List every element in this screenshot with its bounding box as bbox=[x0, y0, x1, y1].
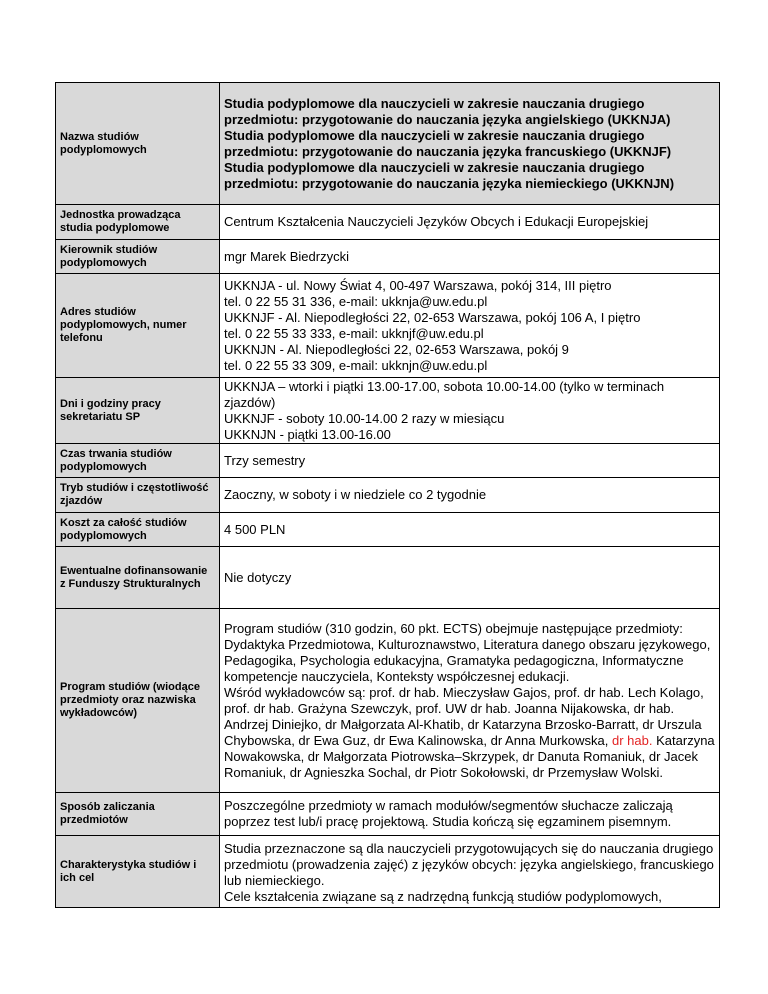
study-name-french: Studia podyplomowe dla nauczycieli w zakresie nauczania drugiego przedmiotu: przygotowanie do nauczania języka francuskiego (UKKNJF) bbox=[224, 127, 672, 159]
label-cost: Koszt za całość studiów podyplomowych bbox=[56, 513, 220, 547]
address-ukknjf-line2: tel. 0 22 55 33 333, e-mail: ukknjf@uw.edu.pl bbox=[224, 325, 484, 341]
value-address bbox=[220, 274, 720, 378]
row-head bbox=[56, 240, 720, 274]
value-funding: Nie dotyczy bbox=[220, 547, 720, 609]
label-unit: Jednostka prowadząca studia podyplomowe bbox=[56, 205, 220, 240]
value-duration: Trzy semestry bbox=[220, 444, 720, 478]
row-study-name bbox=[56, 83, 720, 205]
row-cost bbox=[56, 513, 720, 547]
hours-ukknja: UKKNJA – wtorki i piątki 13.00-17.00, sobota 10.00-14.00 (tylko w terminach zjazdów) bbox=[224, 378, 665, 410]
address-ukknjn-line2: tel. 0 22 55 33 309, e-mail: ukknjn@uw.edu.pl bbox=[224, 357, 488, 373]
value-program bbox=[220, 609, 720, 793]
value-head: mgr Marek Biedrzycki bbox=[220, 240, 720, 274]
lecturers-red-title: dr hab. bbox=[612, 732, 653, 748]
row-hours bbox=[56, 378, 720, 444]
address-ukknja-line1: UKKNJA - ul. Nowy Świat 4, 00-497 Warszawa, pokój 314, III piętro bbox=[224, 277, 612, 293]
label-study-name: Nazwa studiów podyplomowych bbox=[56, 83, 220, 205]
row-address bbox=[56, 274, 720, 378]
address-ukknja-line2: tel. 0 22 55 31 336, e-mail: ukknja@uw.edu.pl bbox=[224, 293, 488, 309]
address-ukknjf-line1: UKKNJF - Al. Niepodległości 22, 02-653 Warszawa, pokój 106 A, I piętro bbox=[224, 309, 641, 325]
label-duration: Czas trwania studiów podyplomowych bbox=[56, 444, 220, 478]
study-name-english: Studia podyplomowe dla nauczycieli w zakresie nauczania drugiego przedmiotu: przygotowanie do nauczania języka angielskiego (UKKNJA) bbox=[224, 95, 671, 127]
value-cost: 4 500 PLN bbox=[220, 513, 720, 547]
row-duration bbox=[56, 444, 720, 478]
row-purpose bbox=[56, 836, 720, 908]
row-funding bbox=[56, 547, 720, 609]
label-mode: Tryb studiów i częstotliwość zjazdów bbox=[56, 478, 220, 513]
program-lecturers bbox=[224, 685, 715, 781]
label-grading: Sposób zaliczania przedmiotów bbox=[56, 793, 220, 836]
row-program bbox=[56, 609, 720, 793]
value-hours bbox=[220, 378, 720, 444]
hours-ukknjn: UKKNJN - piątki 13.00-16.00 bbox=[224, 426, 391, 442]
row-grading bbox=[56, 793, 720, 836]
label-head: Kierownik studiów podyplomowych bbox=[56, 240, 220, 274]
label-purpose: Charakterystyka studiów i ich cel bbox=[56, 836, 220, 908]
value-unit: Centrum Kształcenia Nauczycieli Języków Obcych i Edukacji Europejskiej bbox=[220, 205, 720, 240]
value-mode: Zaoczny, w soboty i w niedziele co 2 tygodnie bbox=[220, 478, 720, 513]
value-grading: Poszczególne przedmioty w ramach modułów/segmentów słuchacze zaliczają poprzez test lub/i pracę projektową. Studia kończą się egzaminem pisemnym. bbox=[220, 793, 720, 836]
label-hours: Dni i godziny pracy sekretariatu SP bbox=[56, 378, 220, 444]
program-subjects: Program studiów (310 godzin, 60 pkt. ECTS) obejmuje następujące przedmioty: Dydaktyka Przedmiotowa, Kulturoznawstwo, Literatura danego obszaru językowego, Pedagogika, Psychologia edukacyjna, Gramatyka pedagogiczna, Informatyczne kompetencje nauczyciela, Konteksty współczesnej edukacji. bbox=[224, 620, 711, 684]
label-funding: Ewentualne dofinansowanie z Funduszy Strukturalnych bbox=[56, 547, 220, 609]
purpose-goals: Cele kształcenia związane są z nadrzędną funkcją studiów podyplomowych, bbox=[224, 889, 662, 904]
label-address: Adres studiów podyplomowych, numer telefonu bbox=[56, 274, 220, 378]
lecturers-text-2: Katarzyna Nowakowska, dr Małgorzata Piotrowska–Skrzypek, dr Danuta Romaniuk, dr Jacek Romaniuk, dr Agnieszka Sochal, dr Piotr Sokołowski, dr Przemysław Wolski. bbox=[224, 732, 715, 780]
value-purpose bbox=[220, 836, 720, 908]
value-study-name bbox=[220, 83, 720, 205]
row-mode bbox=[56, 478, 720, 513]
study-info-table bbox=[55, 82, 720, 908]
label-program: Program studiów (wiodące przedmioty oraz nazwiska wykładowców) bbox=[56, 609, 220, 793]
purpose-description: Studia przeznaczone są dla nauczycieli przygotowujących się do nauczania drugiego przedmiotu (prowadzenia zajęć) z języków obcych: języka angielskiego, francuskiego lub niemieckiego. bbox=[224, 841, 714, 888]
row-unit bbox=[56, 205, 720, 240]
lecturers-text-1: Wśród wykładowców są: prof. dr hab. Mieczysław Gajos, prof. dr hab. Lech Kolago, prof. dr hab. Grażyna Szewczyk, prof. UW dr hab. Joanna Nijakowska, dr hab. Andrzej Diniejko, dr Małgorzata Al-Khatib, dr Katarzyna Brzosko-Barratt, dr Urszula Chybowska, dr Ewa Guz, dr Ewa Kalinowska, dr Anna Murkowska, bbox=[224, 684, 704, 748]
hours-ukknjf: UKKNJF - soboty 10.00-14.00 2 razy w miesiącu bbox=[224, 410, 505, 426]
study-name-german: Studia podyplomowe dla nauczycieli w zakresie nauczania drugiego przedmiotu: przygotowanie do nauczania języka niemieckiego (UKKNJN) bbox=[224, 159, 675, 191]
address-ukknjn-line1: UKKNJN - Al. Niepodległości 22, 02-653 Warszawa, pokój 9 bbox=[224, 341, 569, 357]
